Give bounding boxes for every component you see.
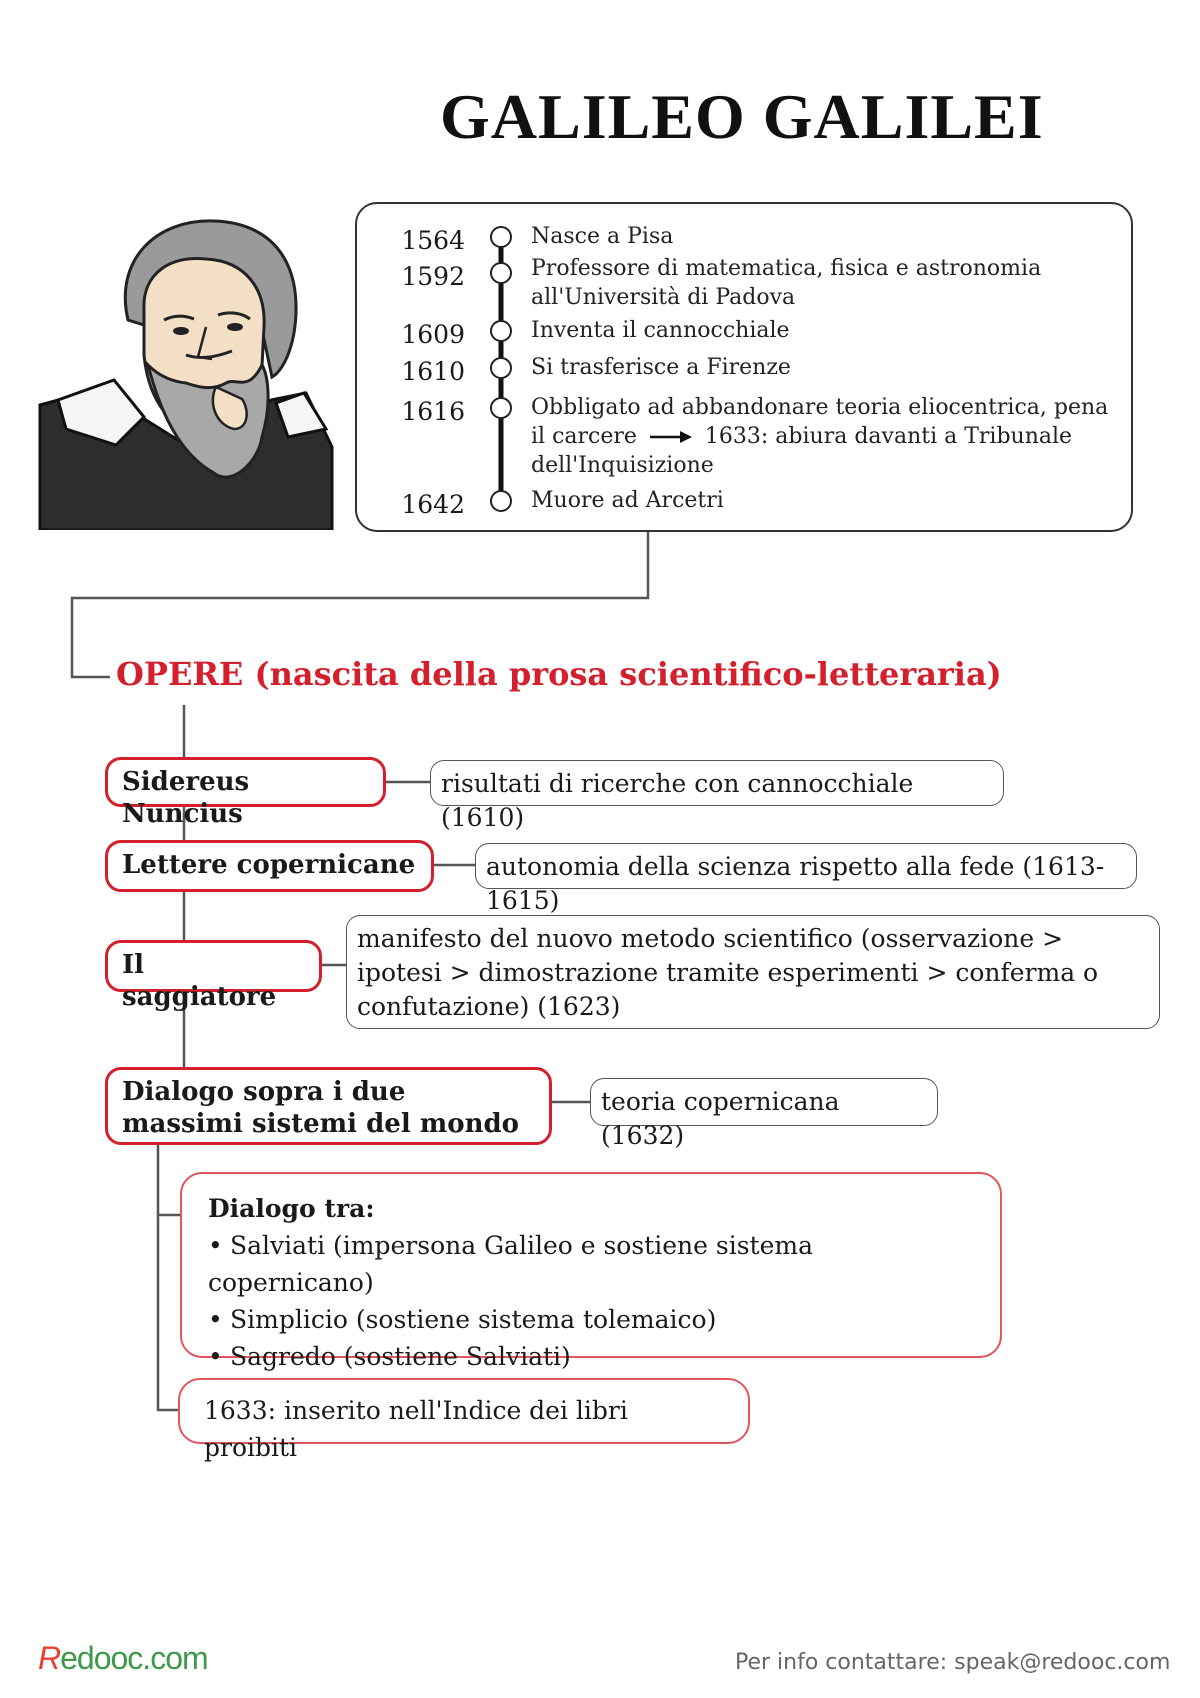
dialogo-heading: Dialogo tra:	[208, 1194, 375, 1223]
footer-contact: Per info contattare: speak@redooc.com	[735, 1650, 1171, 1675]
list-item: • Salviati (impersona Galileo e sostiene sistema copernicano)	[208, 1227, 974, 1301]
indice-box: 1633: inserito nell'Indice dei libri proibiti	[178, 1378, 750, 1444]
work-lettere-copernicane: Lettere copernicane	[105, 840, 434, 892]
redooc-logo[interactable]	[38, 1640, 208, 1677]
work-description: risultati di ricerche con cannocchiale (1610)	[430, 760, 1004, 806]
timeline-event-part: Obbligato ad abbandonare teoria eliocentrica, pena il carcere	[531, 395, 1109, 449]
timeline-dot	[490, 490, 512, 512]
work-description: autonomia della scienza rispetto alla fede (1613-1615)	[475, 843, 1137, 889]
timeline-event: Muore ad Arcetri	[531, 488, 724, 513]
timeline-event: Inventa il cannocchiale	[531, 318, 790, 343]
timeline-year: 1609	[401, 320, 465, 349]
timeline-year: 1610	[401, 357, 465, 386]
dialogo-participants-box	[180, 1172, 1002, 1371]
dialogo-participants-list	[208, 1227, 974, 1375]
galileo-portrait-image	[36, 215, 336, 530]
timeline-dot	[490, 262, 512, 284]
work-description: manifesto del nuovo metodo scientifico (osservazione > ipotesi > dimostrazione tramite esperimenti > conferma o confutazione) (1623)	[346, 915, 1160, 1029]
timeline-year: 1564	[401, 226, 465, 255]
timeline-dot	[490, 226, 512, 248]
timeline-year: 1616	[401, 397, 465, 426]
work-il-saggiatore: Il saggiatore	[105, 940, 322, 992]
list-item: • Simplicio (sostiene sistema tolemaico)	[208, 1301, 974, 1338]
logo-text: edooc.com	[60, 1640, 208, 1676]
timeline-year: 1642	[401, 490, 465, 519]
logo-letter: R	[38, 1640, 61, 1676]
timeline-event	[531, 393, 1121, 480]
opere-heading: OPERE (nascita della prosa scientifico-letteraria)	[116, 655, 1002, 693]
list-item: • Sagredo (sostiene Salviati)	[208, 1338, 974, 1375]
timeline-event: Si trasferisce a Firenze	[531, 355, 791, 380]
work-description: teoria copernicana (1632)	[590, 1078, 938, 1126]
arrow-right-icon	[648, 430, 694, 444]
timeline-event: Nasce a Pisa	[531, 224, 674, 249]
timeline-event: Professore di matematica, fisica e astronomia all'Università di Padova	[531, 256, 1042, 310]
timeline-dot	[490, 397, 512, 419]
page-title: GALILEO GALILEI	[440, 81, 1044, 152]
timeline-event-part: 1633: abiura davanti a Tribunale dell'Inquisizione	[531, 424, 1073, 478]
timeline-dot	[490, 320, 512, 342]
timeline-box	[355, 202, 1133, 532]
work-dialogo: Dialogo sopra i due massimi sistemi del mondo	[105, 1067, 552, 1145]
work-sidereus-nuncius: Sidereus Nuncius	[105, 757, 386, 807]
timeline-dot	[490, 357, 512, 379]
timeline-year: 1592	[401, 262, 465, 291]
